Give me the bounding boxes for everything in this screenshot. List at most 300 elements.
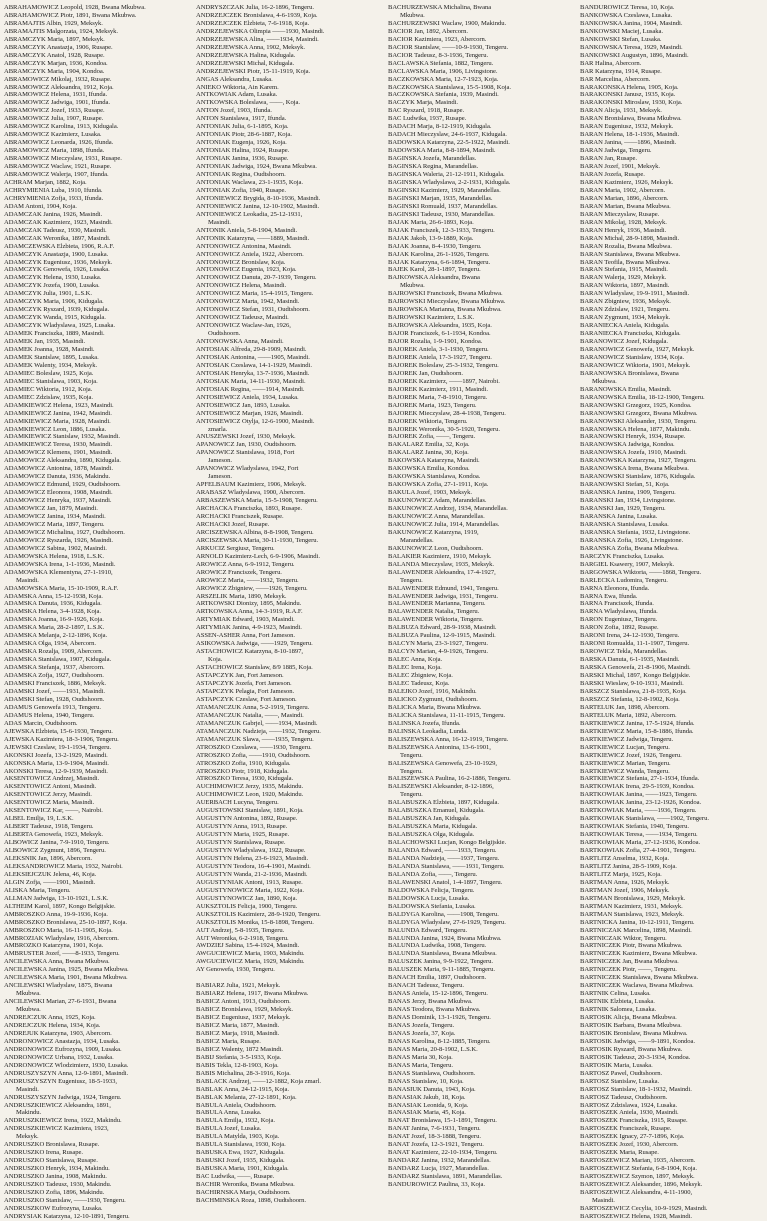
list-entry: BABIS Michalina, 28-3-1916, Koja.	[196, 1069, 291, 1077]
list-entry: ANTOSIAK Regina, ——1914, Masindi.	[196, 385, 305, 393]
list-entry: ANTKOWSKA Boleslawa, ——, Koja.	[196, 99, 300, 107]
list-entry: BADOWSKA Katarzyna, 22-5-1922, Masindi.	[388, 139, 510, 147]
list-entry: ABRAMOWICZ Mikolaj, 1932, Rusape.	[4, 75, 112, 83]
list-entry: ANTOSIAK Antonina, ——1905, Masindi.	[196, 353, 310, 361]
list-entry: ADAMOWSKA Maria, 15-10-1909, R.A.F.	[4, 584, 119, 592]
list-entry: AUGUSTYNOWICZ Jan, 1890, Koja.	[196, 894, 298, 902]
list-entry: ANCILEWSKA Janina, 1925, Bwana Mkubwa.	[4, 966, 129, 974]
list-entry: ALISKA Maria, Tengeru.	[4, 886, 71, 894]
list-entry: BANDUROWICZ Paulina, 33, Koja.	[388, 1181, 486, 1189]
list-entry: ADAMKIEWICZ Stanislaw, 1932, Masindi.	[4, 433, 121, 441]
list-entry: BAJOREK Zofia, ——, Tengeru.	[388, 433, 476, 441]
list-entry: ANTOSIEWICZ Marjan, 1926, Masindi.	[196, 409, 303, 417]
list-entry: BAJAK Katarzyna, 6-6-1894, Tengeru.	[388, 258, 491, 266]
list-entry: ANDREJCZUK Anna, 1925, Koja.	[4, 1014, 96, 1022]
list-entry: BAJOREK Maria, 7-8-1910, Tengeru.	[388, 393, 488, 401]
list-entry: ADAMEK Jan, 1935, Masindi.	[4, 338, 86, 346]
list-entry: AKSENTOWICZ Maria, Masindi.	[4, 799, 95, 807]
list-entry: BAKOWSKA Zofia, 27-1-1911, Koja.	[388, 481, 489, 489]
list-entry: BAJROWSKI Mieczyslaw, Bwana Mkubwa.	[388, 298, 506, 306]
list-entry: BARTNICKA Janina, 10-12-1911, Tengeru.	[580, 918, 695, 926]
list-entry: ANTKOWIAK Adam, Lusaka.	[196, 91, 278, 99]
list-entry: BAJAK Jakob, 13-9-1889, Koja.	[388, 234, 474, 242]
list-entry: BARANSKA Zofia, Bwana Mkubwa.	[580, 544, 679, 552]
list-entry: ADAMUS Helena, 1940, Tengeru.	[4, 711, 95, 719]
list-entry: ADAMCZYK Wladyslawa, 1925, Lusaka.	[4, 322, 115, 330]
list-entry: AUGUSTYN Stanislawa, Rusape.	[196, 839, 286, 847]
list-entry: BARNA Ewa, Ifunda.	[580, 592, 638, 600]
list-entry: BACIOR Stanislaw, ——10-9-1930, Tengeru.	[388, 43, 509, 51]
list-entry: ADAMOWICZ Henryka, 1937, Masindi.	[4, 497, 112, 505]
list-entry: BANAS Maria, Tengeru.	[388, 1061, 454, 1069]
list-entry: BANDARZ Stanislawa, 1891, Marandellas.	[388, 1173, 503, 1181]
list-entry: ARCISZEWSKA Maria, 30-11-1930, Tengeru.	[196, 536, 319, 544]
list-entry: ADAMCZYK Genowefa, 1926, Lusaka.	[4, 266, 110, 274]
list-entry: ARKUCIZ Sergiusz, Tengeru.	[196, 544, 275, 552]
list-entry: BAKOWSKA Katarzyna, Masindi.	[388, 457, 480, 465]
list-entry: BARAN Walerja, 1929, Meksyk.	[580, 274, 667, 282]
list-entry: Mkubwa.	[16, 1006, 41, 1014]
list-entry: ACHRYMIENIA Zofja, 1933, Ifunda.	[4, 194, 104, 202]
list-entry: AMBROZIAK Wladyslaw, 1916, Abercorn.	[4, 934, 119, 942]
list-entry: BALICKA Stanislawa, 11-11-1915, Tengeru.	[388, 711, 506, 719]
list-entry: ARCISZEWSKA Albina, 8-8-1908, Tengeru.	[196, 528, 314, 536]
list-entry: BARANOWSKA Katarzyna, 1927, Tengeru.	[580, 457, 697, 465]
list-entry: ANTON Stanislawa, 1917, Ifunda.	[196, 115, 287, 123]
column-1	[4, 4, 192, 1221]
list-entry: ADAMSKA Stanislawa, 1907, Kidugala.	[4, 656, 112, 664]
list-entry: BARSZCZ Stefania, 12-8-1902, Koja.	[580, 695, 680, 703]
list-entry: BARAN Kazimierz, 1926, Meksyk.	[580, 178, 674, 186]
list-entry: BALBUZA Paulina, 12-9-1915, Masindi.	[388, 632, 496, 640]
list-entry: BAJROWSKI Franciszek, Bwana Mkubwa.	[388, 290, 503, 298]
list-entry: ADAMCZEWSKA Elzbieta, 1906, R.A.F.	[4, 242, 115, 250]
list-entry: ADAMSKA Joanna, 16-9-1926, Koja.	[4, 616, 104, 624]
list-entry: ADAMSKA Melanja, 2-12-1896, Koja.	[4, 632, 108, 640]
list-entry: ANTONOWSKA Anna, Masindi.	[196, 338, 284, 346]
list-entry	[196, 974, 384, 982]
list-entry: ABRAMCZYK Marjan, 1936, Kondoa.	[4, 59, 108, 67]
list-entry: BALINSKA Leokadia, Lunda.	[388, 727, 468, 735]
list-entry: BACHURZEWSKA Michalina, Bwana	[388, 4, 492, 11]
list-entry: BANKOWSKA Janina, 1904, Masindi.	[580, 19, 683, 27]
list-entry: ADAMSKA Helena, 3-4-1928, Koja.	[4, 608, 101, 616]
list-entry: BACIOR Tadeusz, 8-3-1936, Tengeru.	[388, 51, 489, 59]
list-entry: ARTYMIAK Janina, 4-9-1923, Masindi.	[196, 624, 302, 632]
list-entry: BARTMAN Kazimierz, 1931, Meksyk.	[580, 902, 683, 910]
list-entry: ANCILEWSKA Maria, 1901, Bwana Mkubwa.	[4, 974, 128, 982]
list-entry: BALEC Zbigniew, Koja.	[388, 672, 453, 680]
list-entry: BALABUSZKA Olga, Kidugala.	[388, 831, 475, 839]
list-entry: BAC Ludwika, 1937, Rusape.	[388, 115, 467, 123]
list-entry: BARON Eugeniusz, Tengeru.	[580, 616, 658, 624]
list-entry: ADAMOWICZ Sabina, 1902, Masindi.	[4, 544, 107, 552]
list-entry: BARSKI Michal, 1897, Kongo Belgijskie.	[580, 672, 691, 680]
list-entry: BAKUNOWICZ Adam, Marandellas.	[388, 497, 487, 505]
list-entry: BARTOSZEWICZ Szymon, 1897, Meksyk.	[580, 1173, 695, 1181]
list-entry: BAJOREK Weronika, 30-5-1920, Tengeru.	[388, 425, 500, 433]
list-entry: BALISZEWSKA Anna, 16-12-1919, Tengeru.	[388, 735, 509, 743]
list-entry: BALAWENDER Wiktoria, Tengeru.	[388, 616, 484, 624]
list-entry: BARANSKA Janina, 1909, Tengeru.	[580, 489, 676, 497]
list-entry: BALACHOWSKI Lucjan, Kongo Belgijskie.	[388, 839, 507, 847]
list-entry: BARTOSZEWICZ Marian, 1935, Abercorn.	[580, 1157, 696, 1165]
list-entry: BAKUNOWICZ Anna, Marandellas.	[388, 513, 485, 520]
list-entry: ADAMIEC Wiktoria, 1912, Koja.	[4, 385, 93, 393]
list-entry: ANDRZEJCZEK Bronislawa, 4-6-1939, Koja.	[196, 11, 318, 19]
list-entry: ALGIN Zofja, ——1901, Masindi.	[4, 878, 96, 886]
list-entry: BALICKO Zygmunt, Oudtshoorn.	[388, 695, 478, 703]
list-entry: AWGUCIEWICZ Maria, 1903, Makindu.	[196, 950, 305, 958]
list-entry: BARTMAN Anna, 1926, Meksyk.	[580, 878, 670, 886]
list-entry: AUGUSTYN Antonina, 1892, Rusape.	[196, 815, 298, 823]
list-entry: BARON Zofia, 1892, Rusape.	[580, 624, 659, 632]
list-entry: ATAMANCZUK Gabrjel, ——1934, Masindi.	[196, 719, 318, 727]
list-entry: BAJOREK Jan, Oudtshoorn.	[388, 369, 463, 377]
list-entry: ANDRZEJEWSKI Michal, Kidugala.	[196, 59, 295, 67]
list-entry: BABICZ Maria, Rusape.	[196, 1037, 261, 1045]
list-entry: ASSEN-ASHER Anna, Fort Jameson.	[196, 632, 296, 640]
list-entry: ABRAMOWICZ Walerja, 1907, Ifunda.	[4, 171, 109, 179]
list-entry: BABULA Stanislawa, 1930, Koja.	[196, 1141, 286, 1149]
list-entry: ARTKOWSKA Anna, 14-3-1919, R.A.F.	[196, 608, 303, 616]
list-entry: ADAMCZAK Tadeusz, 1930, Masindi.	[4, 226, 107, 234]
list-entry: Marandellas.	[400, 536, 434, 544]
list-entry: BALDYGA Wladyslaw, 27-6-1929, Tengeru.	[388, 918, 506, 926]
list-entry: BARTKOWIAK Stanislawa, ——1902, Tengeru.	[580, 815, 709, 823]
list-entry: BALDOWSKA Felicja, Tengeru.	[388, 886, 475, 894]
list-entry: Koja.	[208, 656, 223, 664]
list-entry: BACIOR Kazimiera, 1923, Abercorn.	[388, 35, 487, 43]
list-entry: BARTNICZEK Jan, Bwana Mkubwa.	[580, 958, 679, 966]
list-entry: BADACH Mieczyslaw, 24-6-1937, Kidugala.	[388, 131, 507, 139]
list-entry: ADAMSKA Maria, 28-2-1897, L.S.K.	[4, 624, 105, 632]
list-entry: BALANDA Mieczyslaw, 1935, Meksyk.	[388, 560, 494, 568]
list-entry: BABLAK Anna, 24-12-1915, Koja.	[196, 1085, 290, 1093]
list-entry: ADAMOWSKA Klementyna, 27-1-1910,	[4, 568, 113, 576]
list-entry: Mkubwa.	[592, 377, 617, 385]
list-entry: ANDRUSZKO Bronislawa, Rusape.	[4, 1141, 100, 1149]
list-entry: BARAN Zdzislaw, 1921, Tengeru.	[580, 306, 670, 314]
list-entry: BALICKA Maria, Bwana Mkubwa.	[388, 703, 482, 711]
list-entry: ADAMSKI Stefan, 1928, Oudtshoorn.	[4, 695, 105, 703]
list-entry: ANDRUSZKO Irena, Rusape.	[4, 1149, 84, 1157]
list-entry: BANAS Jozefa, Tengeru.	[388, 1022, 455, 1029]
list-entry: BARTKIEWICZ Jozef, 1926, Tengeru.	[580, 751, 682, 759]
list-entry: BADACH Marja, 8-12-1919, Kidugala.	[388, 123, 492, 131]
list-entry: ANTOSIAK Maria, 14-11-1930, Masindi.	[196, 377, 306, 385]
list-entry: BARAKONSKA Helena, 1905, Koja.	[580, 83, 679, 91]
list-entry: BARTOSZEWICZ Aleksandra, 4-11-1900,	[580, 1189, 693, 1197]
list-entry: BANAT Kazimierz, 22-10-1934, Tengeru.	[388, 1149, 498, 1157]
list-entry: ABRAMOWICZ Jozef, 1933, Rusape.	[4, 107, 105, 115]
list-entry: BALDYGA Karolina, ——1908, Tengeru.	[388, 910, 499, 918]
list-entry: ADAMCZAK Weronika, 1897, Masindi.	[4, 234, 111, 242]
list-entry: AKONSKI Teresa, 12-9-1939, Masindi.	[4, 767, 108, 775]
list-entry: ACHRYMIENIA Luba, 1910, Ifunda.	[4, 186, 103, 194]
list-entry: BARANOWICZ Wiktoria, 1901, Meksyk.	[580, 361, 691, 369]
list-entry: BABULA Aniela, Oudtshoorn.	[196, 1101, 277, 1109]
list-entry: AUT Weronika, 6-2-1918, Tengeru.	[196, 934, 289, 942]
list-entry: BARANOWSKA Bronislawa, Bwana	[580, 369, 679, 377]
list-entry: ANUSZEWSKI Jozef, 1930, Meksyk.	[196, 433, 296, 441]
list-entry: ABRAMOWICZ Helena, 1931, Ifunda.	[4, 91, 108, 99]
list-entry: ANTONOWICZ Stefan, 1931, Oudtshoorn.	[196, 306, 310, 314]
list-entry: ADAMIEC Zdzislaw, 1935, Koja.	[4, 393, 93, 401]
list-entry: ANDRONOWICZ Eufrozyna, 1909, Lusaka.	[4, 1045, 122, 1053]
list-entry: BANAT Jozef, 18-3-1888, Tengeru.	[388, 1133, 481, 1141]
list-entry: BARONI Irena, 24-12-1930, Tengeru.	[580, 632, 680, 640]
list-entry: ANCILEWSKI Wladyslaw, 1875, Bwana	[4, 982, 113, 990]
list-entry: ABRAMOWICZ Leonarda, 1926, Ifunda.	[4, 139, 114, 147]
list-entry: BALISZEWSKI Aleksander, 8-12-1896,	[388, 783, 494, 791]
list-entry: BABIARZ Julia, 1921, Meksyk.	[196, 982, 281, 990]
list-entry: BANACH Emilia, 1897, Oudtshoorn.	[388, 974, 487, 982]
list-entry: BAJROWSKI Kazimierz, L.S.K.	[388, 314, 475, 322]
list-entry: AROWICZ Anna, 6-9-1912, Tengeru.	[196, 560, 295, 568]
list-entry: BARTOSIK Ryszard, Bwana Mkubwa.	[580, 1045, 683, 1053]
list-entry: BARTOSZEWICZ Aleksander, 1896, Meksyk.	[580, 1181, 703, 1189]
list-entry: ADAMSKA Danuta, 1936, Kidugala.	[4, 600, 102, 608]
list-entry: BARANOWSKI Stefan, 51, Koja.	[580, 481, 670, 489]
list-entry: ANIEKO Wiktoria, Ain Karem.	[196, 83, 279, 91]
list-entry: ANTOSIEWICZ Jan, 1893, Lusaka.	[196, 401, 291, 409]
list-entry: BARANSKA Zofia, 1926, Livingstone.	[580, 536, 684, 544]
list-entry: BAKUNOWICZ Katarzyna, 1919,	[388, 528, 479, 536]
list-entry: ANTONIAK Waclawa, 23-1-1935, Koja.	[196, 178, 304, 186]
list-entry: BALISZEWSKA Antonina, 13-6-1901,	[388, 743, 491, 751]
list-entry: BARCZYK Franciszka, Lusaka.	[580, 552, 665, 560]
list-entry: BAKUNOWICZ Leon, Oudtshoorn.	[388, 544, 483, 552]
list-entry: ANDRUSZYSZYN Jadwiga, 1924, Tengeru.	[4, 1093, 122, 1101]
list-entry: BANKOWSKA Teresa, 1929, Masindi.	[580, 43, 683, 51]
list-entry: BARTOSIK Bronislaw, Bwana Mkubwa.	[580, 1029, 688, 1037]
list-entry: ADAMOWICZ Jan, 1879, Masindi.	[4, 505, 98, 513]
list-entry: ATROSZKO Zofia, ——1910, Oudtshoorn.	[196, 751, 311, 759]
list-entry: ANTONIAK Janina, 1936, Rusape.	[196, 155, 289, 163]
list-entry: ANDRUSZKOW Eufrozyna, Lusaka.	[4, 1204, 103, 1212]
list-entry: BARTNICZEK Kazimierz, Bwana Mkubwa.	[580, 950, 698, 958]
list-entry: BAJROWSKA Aleksandra, 1935, Koja.	[388, 322, 492, 330]
list-entry: BARTKIEWICZ Janina, 17-5-1924, Ifunda.	[580, 719, 695, 727]
list-entry: BALAWENDER Natalia, Tengeru.	[388, 608, 480, 616]
list-entry: ADAMCZYK Anastazja, 1900, Lusaka.	[4, 250, 109, 258]
list-entry: BALISZEWSKA Paulina, 16-2-1886, Tengeru.	[388, 775, 511, 783]
list-entry: BAJOREK Aniela, 3-1-1930, Tengeru.	[388, 345, 489, 353]
list-entry: ADAMOWICZ Edmund, 1929, Oudtshoorn.	[4, 481, 121, 489]
list-entry: ALEKSANDROWICZ Maria, 1932, Nairobi.	[4, 862, 123, 870]
list-entry: BAC Ryszard, 1918, Rusape.	[388, 107, 465, 115]
list-entry: AROWICZ Franciszek, Tengeru.	[196, 568, 282, 576]
list-entry: BANAT Janina, 7-6-1931, Tengeru.	[388, 1125, 481, 1133]
list-entry: ANDRONOWICZ Anastazja, 1934, Lusaka.	[4, 1037, 120, 1045]
list-entry: AUGUSTOWSKI Stanislaw, 1891, Koja.	[196, 807, 304, 815]
list-entry: ANDRZEJEWSKA Olimpia ——1930, Masindi.	[196, 27, 325, 35]
list-entry: BARANOWSKI Aleksander, 1930, Tengeru.	[580, 417, 697, 425]
list-entry: ANDRUSZKIEWICZ Irena, 1922, Makindu.	[4, 1117, 122, 1125]
list-entry: BANKOWSKI Maciej, Lusaka.	[580, 27, 663, 35]
list-entry: AROWICZ Zbigniew, ——1926, Tengeru.	[196, 584, 308, 592]
list-entry: ADAMCZYK Wanda, 1915, Kidugala.	[4, 314, 106, 322]
list-entry: BAJOR Rozalia, 1-9-1901, Kondoa.	[388, 338, 483, 346]
list-entry: ADAS Marcin, Oudtshoorn.	[4, 719, 78, 727]
list-entry: ADAMSKA Rozalja, 1909, Abercorn.	[4, 648, 104, 656]
list-entry: BARTOSZEWICZ Cecylia, 10-9-1929, Masindi.	[580, 1204, 708, 1212]
list-entry: ANTONOWICZ Tadeusz, Masindi.	[196, 314, 289, 322]
list-entry: BARTNIK Salomea, Lusaka.	[580, 1006, 657, 1014]
list-entry: AMBROSZKO Anna, 19-9-1936, Koja.	[4, 910, 108, 918]
list-entry: ADAMOWICZ Antonina, 1878, Masindi.	[4, 465, 113, 473]
list-entry: BARAKONSKI Miroslaw, 1930, Koja.	[580, 99, 683, 107]
list-entry: BALANDA Zofia, ——, Tengeru.	[388, 870, 478, 878]
list-entry: BARANOWSKI Henryk, 1934, Rusape.	[580, 433, 686, 441]
list-entry: BARANSKI Jan, 1929, Tengeru.	[580, 505, 666, 513]
list-entry: BARTNICZAK Marcelina, 1898, Masindi.	[580, 926, 692, 934]
list-entry: BANASIAK Maria, 45, Koja.	[388, 1109, 466, 1117]
list-entry: ARNOLD Kazimierz-Lech, 6-9-1906, Masindi.	[196, 552, 320, 560]
list-entry: BANAS Karolina, 8-12-1885, Tengeru.	[388, 1037, 491, 1045]
list-entry: BAJKOWSKA Aleksandra, Bwana	[388, 274, 480, 282]
list-entry: BARTNICZEK Piotr, Bwana Mkubwa.	[580, 942, 683, 950]
list-entry: ALBOWICZ Janina, 7-9-1910, Tengeru.	[4, 839, 110, 847]
list-entry: BARTMAN Jozef, 1906, Meksyk.	[580, 886, 670, 894]
list-entry: BARAN Stanislawa, Bwana Mkubwa.	[580, 250, 681, 258]
list-entry: BARAN Wiktoria, 1897, Masindi.	[580, 282, 670, 290]
list-entry: BARGIEL Ksawery, 1907, Meksyk.	[580, 560, 675, 568]
list-entry: BACZKOWSKA Maria, 12-7-1923, Koja.	[388, 75, 499, 83]
list-entry: ADAMCZAK Janina, 1926, Masindi.	[4, 210, 103, 218]
list-entry: BANAS Jerzy, Bwana Mkubwa.	[388, 998, 473, 1006]
list-entry: ATAMANCZUK Anna, 5-2-1919, Tengeru.	[196, 703, 310, 711]
list-entry: ADAMCZAK Kazimierz, 1923, Masindi.	[4, 218, 113, 226]
list-entry: BAR Katarzyna, 1914, Rusape.	[580, 67, 662, 75]
list-entry: BARSKA Genowefa, 21-8-1906, Masindi.	[580, 664, 691, 672]
list-entry: ADAMCZYK Ryszard, 1939, Kidugala.	[4, 306, 110, 314]
list-entry: BARANOWSKA Emilia, 18-12-1900, Tengeru.	[580, 393, 705, 401]
list-entry: BABICZ Walenty, 1872 Masindi.	[196, 1045, 284, 1053]
list-entry: BALABUSZKA Maria, Kidugala.	[388, 823, 478, 831]
list-entry: BARTKIEWICZ Maria, 15-8-1886, Ifunda.	[580, 727, 694, 735]
list-entry: AROWICZ Maria, ——1932, Tengeru.	[196, 576, 299, 584]
list-entry: BAJOREK Maria, 1923, Tengeru.	[388, 401, 477, 409]
list-entry: BARTKIEWICZ Wanda, Tengeru.	[580, 767, 670, 775]
list-entry: BARTELUK Maria, 1892, Abercorn.	[580, 711, 677, 719]
list-entry: BARANSKA Stefania, 1932, Livingstone.	[580, 528, 691, 536]
list-entry: BARTOSIK Tadeusz, 20-3-1934, Kondoa.	[580, 1053, 691, 1061]
list-entry: ADAMKIEWICZ Leon, 1886, Lusaka.	[4, 425, 107, 433]
list-entry: ALBERT Tadeusz, 1918, Tengeru.	[4, 823, 94, 831]
list-entry: BANASIAK Jakub, 18, Koja.	[388, 1093, 466, 1101]
list-entry: BARANIECKA Franciszka, Kidugala.	[580, 330, 681, 338]
list-entry: BARAN Eugeniusz, 1932, Meksyk.	[580, 123, 674, 131]
list-entry: ANCILEWSKI Marian, 27-6-1931, Bwana	[4, 998, 117, 1006]
list-entry: BAKALARZ Emilia, 32, Koja.	[388, 441, 470, 449]
list-entry: BABICZ Antoni, 1913, Oudtshoorn.	[196, 998, 291, 1006]
list-entry: ABRAMCZYK Maria, 1904, Kondoa.	[4, 67, 105, 75]
list-entry: BANASIAK Leonida, 9, Koja.	[388, 1101, 469, 1109]
list-entry: ABRAMOWICZ Kazimierz, Lusaka.	[4, 131, 102, 139]
list-entry: ANDRUSZKIEWICZ Kazimiera, 1923,	[4, 1125, 109, 1133]
list-entry: ATAMANCZUK Nadzieja, ——1932, Tengeru.	[196, 727, 321, 735]
list-entry: BARNA Eleonora, Ifunda.	[580, 584, 650, 592]
list-entry: BARTLITZ Janina, 28-5-1909, Koja.	[580, 862, 677, 870]
list-entry: ADAMEK Franciszka, 1889, Masindi.	[4, 330, 105, 338]
list-entry: Meksyk.	[16, 1133, 39, 1141]
list-entry: BALABUSZKA Jan, Kidugala.	[388, 815, 471, 823]
list-entry: BARNA Wladyslawa, Ifunda.	[580, 608, 658, 616]
list-entry: ANTON Jozef, 1903, Ifunda.	[196, 107, 272, 115]
list-entry: ALBEL Emilja, 19, L.S.K.	[4, 815, 74, 823]
list-entry: BAKUNOWICZ Julia, 1914, Marandellas.	[388, 520, 500, 528]
list-entry: BARAN Janina, ——1896, Masindi.	[580, 139, 677, 147]
list-entry: BARTOSZEK Maria, Rusape.	[580, 1149, 659, 1157]
list-entry: ANDRUSZYSZYN Anna, 12-9-1891, Masindi.	[4, 1069, 129, 1077]
list-entry: BARANOWSKI Grzegorz, 1925, Kondoa.	[580, 401, 692, 409]
list-entry: ADAMOWICZ Danuta, 1936, Makindu.	[4, 473, 111, 481]
list-entry: AKONSKI Jozefa, 13-2-1929, Masindi.	[4, 751, 108, 759]
list-entry: AUGUSTYNOWICZ Maria, 1922, Koja.	[196, 886, 304, 894]
list-entry: ANDRONOWICZ Wlodzimierz, 1930, Lusaka.	[4, 1061, 129, 1069]
list-entry: ADAMSKI Franciszek, 1886, Meksyk.	[4, 680, 107, 688]
list-entry: Masindi.	[16, 576, 39, 584]
list-entry: ADAMUS Genowefa 1913, Tengeru.	[4, 703, 101, 711]
list-entry: BARAN Jozefa, Rusape.	[580, 171, 645, 179]
list-entry: AUKSZTOLIS Monika, 15-8-1898, Tengeru.	[196, 918, 314, 926]
list-entry: BALANDA Nadzieja, ——1937, Tengeru.	[388, 854, 500, 862]
list-entry: ABRAMAJTIS Malgorzata, 1924, Meksyk.	[4, 27, 118, 35]
list-entry: AUKSZTOLIS Kazimierz, 28-9-1920, Tengeru.	[196, 910, 321, 918]
list-entry: BACHURZEWSKI Waclaw, 1900, Makindu.	[388, 19, 507, 27]
list-entry: BANAS Maria 30, Koja.	[388, 1053, 453, 1061]
list-entry: BARTKIEWICZ Marian, Tengeru.	[580, 759, 671, 767]
list-entry: ADAMOWICZ Maria, 1897, Tengeru.	[4, 520, 105, 528]
list-entry: BABICZ Eugeniusz, 1937, Meksyk.	[196, 1014, 291, 1022]
list-entry: BANDARZ Lucja, 1927, Marandellas.	[388, 1165, 489, 1173]
list-entry: Mkubwa.	[400, 282, 425, 290]
list-entry: BARANOWSKA Jozefa, 1910, Masindi.	[580, 449, 687, 457]
list-entry: AWGUCIEWICZ Maria, 1929, Makindu.	[196, 958, 305, 966]
list-entry: Masindi.	[592, 1196, 615, 1204]
list-entry: BAJOREK Kazimierz, 1911, Masindi.	[388, 385, 488, 393]
list-entry: BARAN Henryk, 1936, Masindi.	[580, 226, 667, 234]
list-entry: BARTOSIK Jadwiga, ——9-1891, Kondoa.	[580, 1037, 695, 1045]
list-entry: ABRAMCZYK Anastazja, 1906, Rusape.	[4, 43, 113, 51]
list-entry: Makindu.	[16, 1109, 42, 1117]
list-entry: BALUSZEK Janina, 9-9-1922, Tengeru.	[388, 958, 493, 966]
list-entry: ANTONIEWICZ Brygida, 8-10-1936, Masindi.	[196, 194, 321, 202]
list-entry: BARANIECKA Aniela, Kidugala.	[580, 322, 670, 330]
list-entry: BAR Halina, Abercorn.	[580, 59, 642, 67]
list-entry: BARLECKA Ludomira, Tengeru.	[580, 576, 668, 584]
list-entry: BAGINSKA Jozefa, Marandellas.	[388, 155, 477, 163]
list-entry: AUT Andrzej, 5-8-1935, Tengeru.	[196, 926, 285, 934]
list-entry: BANAS Aniela, 15-12-1896, Tengeru.	[388, 990, 488, 998]
list-entry: ADAMOWICZ Michalina, 1927, Oudtshoorn.	[4, 528, 125, 536]
list-entry: ANDRUSZKO Stanislaw, ——1930, Tengeru.	[4, 1196, 126, 1204]
list-entry: BABULA Jozef, Lusaka.	[196, 1125, 262, 1133]
list-entry: BARAN Stefania, 1915, Masindi.	[580, 266, 668, 274]
list-entry: ANTONOWICZ Aniela, 1922, Abercorn.	[196, 250, 304, 258]
list-entry: ADAMKIEWICZ Teresa, 1930, Masindi.	[4, 441, 112, 449]
list-entry: AUGUSTYNIAK Antoni, 1913, Rusape.	[196, 878, 303, 886]
list-entry: BAKOWSKA Stanislawa, Kondoa.	[388, 473, 481, 481]
list-entry: BANAS Dominik, 13-1-1926, Tengeru.	[388, 1014, 491, 1022]
list-entry: BAGINSKA Waleria, 21-12-1911, Kidugala.	[388, 171, 505, 179]
list-entry: AUGUSTYN Anna, 1913, Rusape.	[196, 823, 288, 831]
list-entry: BARAN Michal, 28-9-1898, Masindi.	[580, 234, 680, 242]
list-entry: BAKULA Jozef, 1903, Meksyk.	[388, 489, 472, 497]
list-entry: BABICZ Maria, 1877, Masindi.	[196, 1022, 280, 1029]
